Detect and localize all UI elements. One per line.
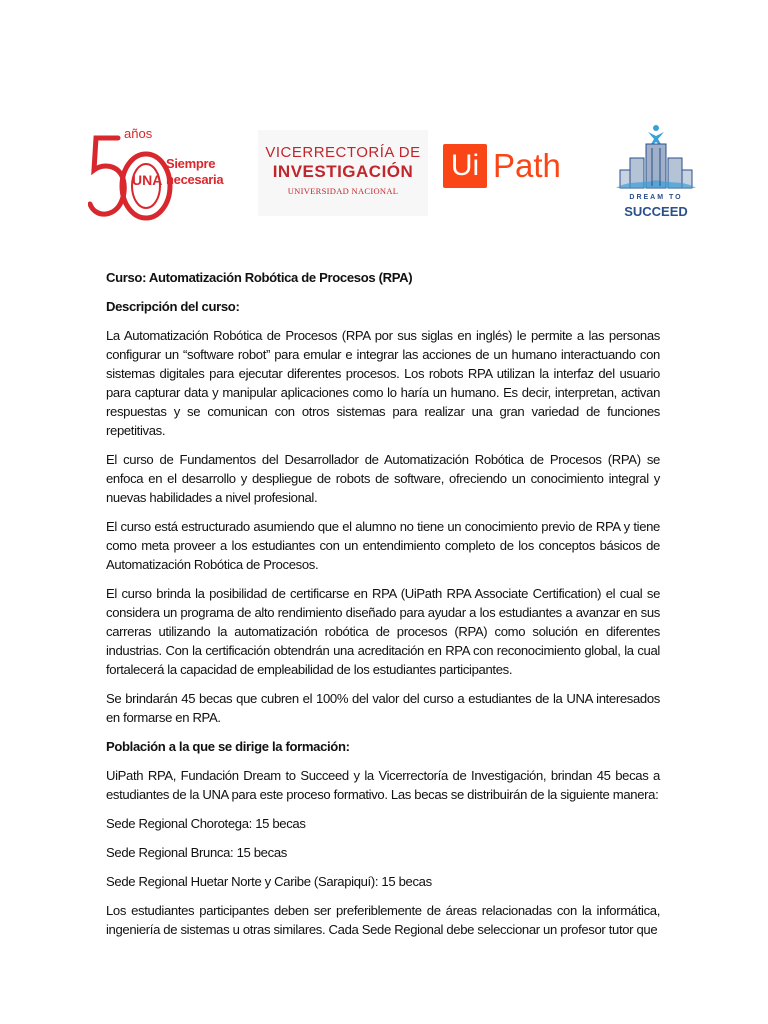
una-siempre-text: Siempre — [166, 156, 216, 171]
una-text: UNA — [132, 172, 163, 188]
paragraph-4: El curso brinda la posibilidad de certificarse en RPA (UiPath RPA Associate Certification) el cual se considera un programa de alto rendimiento diseñado para ayudar a los estudiantes a avanzar en sus carreras utilizando la automatización robótica de procesos (RPA) como solución en diferentes industrias. Con la certificación obtendrán una acreditación en RPA con reconocimiento global, la cual fortalecerá la capacidad de empleabilidad de los estudiantes participantes. — [106, 586, 660, 677]
vicerrectoria-line1: VICERRECTORÍA DE — [265, 144, 421, 161]
vicerrectoria-investigacion-logo — [258, 130, 428, 216]
una-anios-text: años — [124, 126, 153, 141]
sede-brunca: Sede Regional Brunca: 15 becas — [106, 845, 287, 860]
dream-bottom-text: SUCCEED — [624, 204, 688, 219]
population-heading: Población a la que se dirige la formación: — [106, 739, 350, 754]
document-body — [106, 268, 660, 949]
dream-top-text: DREAM TO — [629, 194, 683, 201]
sede-huetar-norte: Sede Regional Huetar Norte y Caribe (Sarapiquí): 15 becas — [106, 874, 432, 889]
dream-to-succeed-logo — [608, 122, 704, 226]
paragraph-7: Los estudiantes participantes deben ser preferiblemente de áreas relacionadas con la informática, ingeniería de sistemas u otras similares. Cada Sede Regional debe seleccionar un profesor tutor que — [106, 903, 660, 937]
uipath-logo — [443, 142, 585, 190]
paragraph-2: El curso de Fundamentos del Desarrollador de Automatización Robótica de Procesos (RPA) se enfoca en el desarrollo y despliegue de robots de software, ofreciendo un conocimiento integral y nuevas habilidades a nivel profesional. — [106, 452, 660, 505]
uipath-path-text: Path — [493, 147, 561, 184]
paragraph-6: UiPath RPA, Fundación Dream to Succeed y la Vicerrectoría de Investigación, brindan 45 becas a estudiantes de la UNA para este proceso formativo. Las becas se distribuirán de la siguiente manera: — [106, 768, 660, 802]
una-50-anios-logo — [88, 126, 230, 226]
una-necesaria-text: necesaria — [166, 172, 224, 187]
course-title: Curso: Automatización Robótica de Procesos (RPA) — [106, 270, 413, 285]
paragraph-1: La Automatización Robótica de Procesos (RPA por sus siglas en inglés) le permite a las personas configurar un “software robot” para emular e integrar las acciones de un humano interactuando con sistemas digitales para ejecutar diferentes procesos. Los robots RPA utilizan la interfaz del usuario para capturar data y manipular aplicaciones como lo haría un humano. Es decir, interpretan, activan respuestas y se comunican con otros sistemas para realizar una gran variedad de funciones repetitivas. — [106, 328, 660, 438]
description-heading: Descripción del curso: — [106, 299, 240, 314]
sede-chorotega: Sede Regional Chorotega: 15 becas — [106, 816, 306, 831]
paragraph-5: Se brindarán 45 becas que cubren el 100% del valor del curso a estudiantes de la UNA interesados en formarse en RPA. — [106, 691, 660, 725]
dream-buildings-graphic — [608, 122, 704, 194]
uipath-ui-text: Ui — [450, 149, 480, 182]
vicerrectoria-line3: UNIVERSIDAD NACIONAL — [287, 186, 399, 196]
vicerrectoria-line2: INVESTIGACIÓN — [272, 162, 414, 181]
paragraph-3: El curso está estructurado asumiendo que el alumno no tiene un conocimiento previo de RPA y tiene como meta proveer a los estudiantes con un entendimiento completo de los conceptos básicos de Automatización Robótica de Procesos. — [106, 519, 660, 572]
